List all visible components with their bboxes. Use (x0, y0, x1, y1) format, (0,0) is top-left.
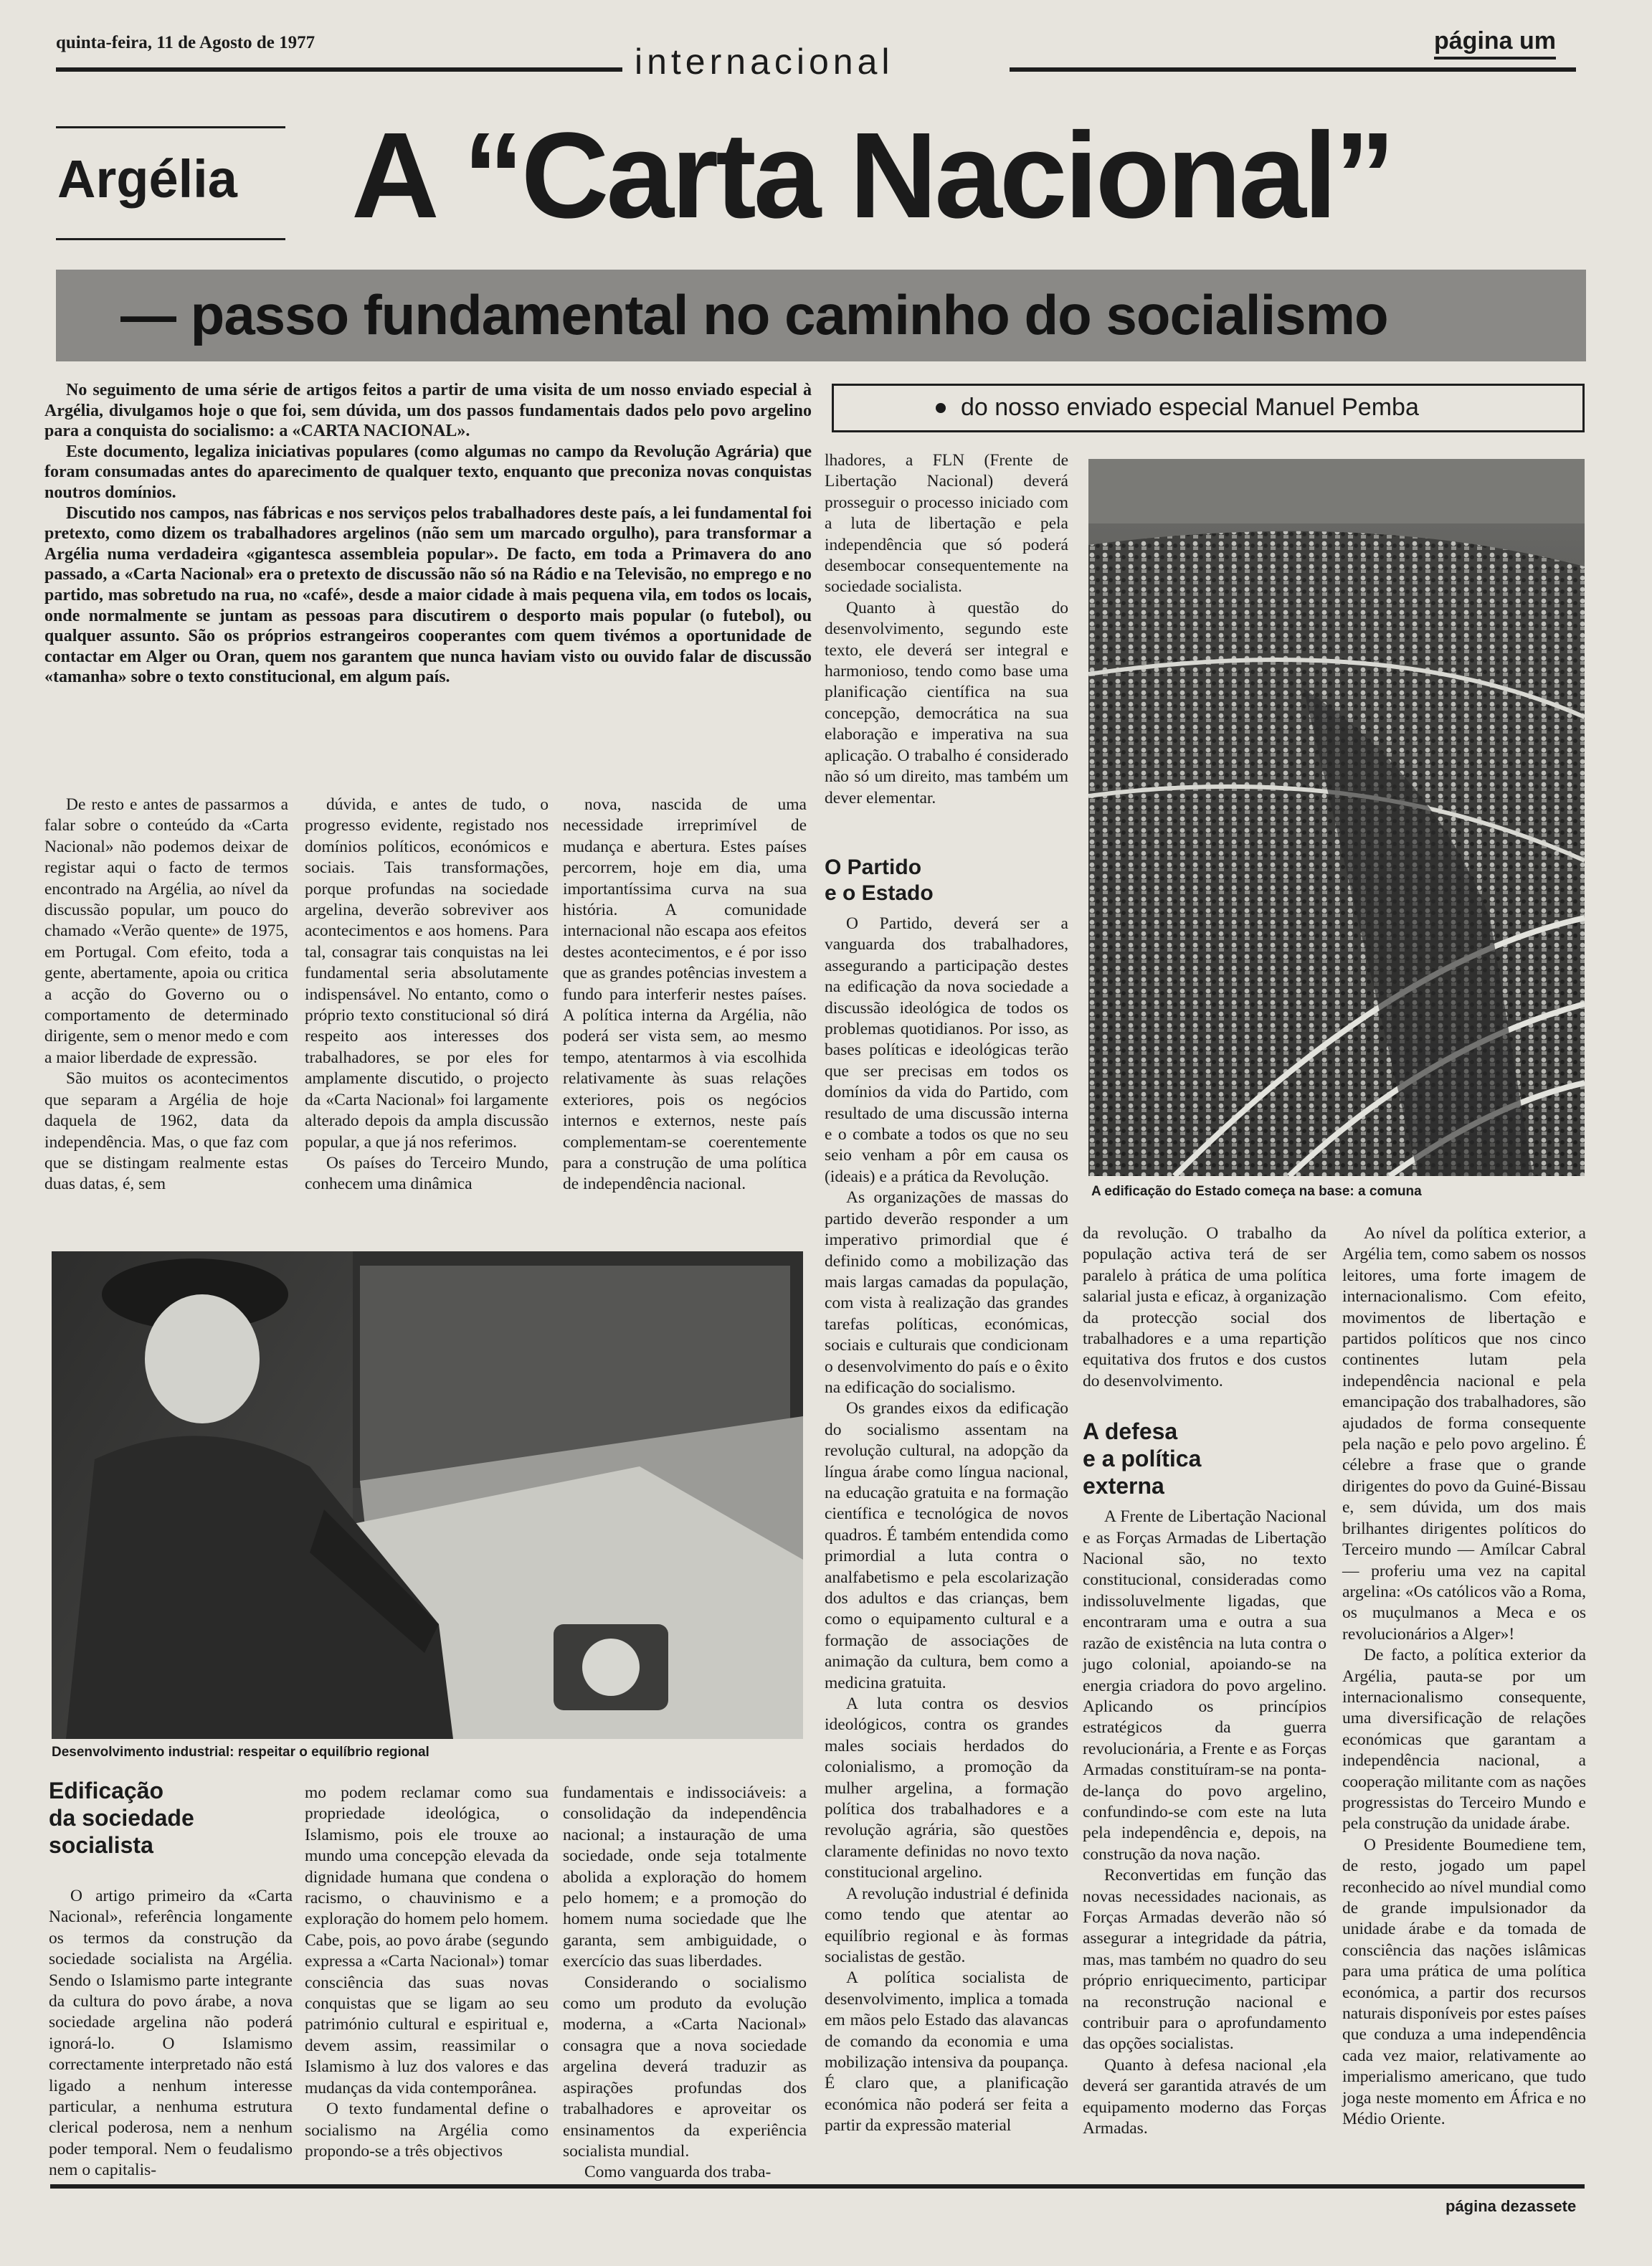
paragraph: da revolução. O trabalho da população activa terá de ser paralelo à prática de uma política salarial justa e eficaz, à organização da protecção social dos trabalhadores e a uma repartição equitativa dos frutos e dos custos do desenvolvimento. (1083, 1224, 1326, 1390)
lead-text (44, 380, 812, 688)
paragraph: A política socialista de desenvolvimento, implica a tomada em mãos pelo Estado das alavancas de comando da economia e uma mobilização intensiva da poupança. É claro que, a planificação económica não poderá ser feita a partir da expressão material (825, 1968, 1068, 2135)
paragraph: mo podem reclamar como sua propriedade ideológica, o Islamismo, pois ele trouxe ao mundo uma concepção elevada da dignidade humana que condena o racismo, o chauvinismo e a exploração do homem pelo homem. Cabe, pois, ao povo árabe (segundo expressa a «Carta Nacional») tomar consciência das suas novas conquistas que se ligam ao seu património cultural e espiritual e, devem assim, reassimilar o Islamismo à luz dos valores e das mudanças da vida contemporânea. (305, 1783, 549, 2097)
paragraph: O Partido, deverá ser a vanguarda dos trabalhadores, assegurando a participação destes na edificação da nova sociedade a discussão ideológica de todos os problemas quotidianos. Por isso, as bases políticas e ideológicas terão que ser precisas em todos os domínios da vida do Partido, com resultado de uma discussão interna e o combate a todos os que no seu seio venham a pôr em causa os (ideais) e a prática da Revolução. (825, 914, 1068, 1186)
headline-title: A “Carta Nacional” (351, 108, 1393, 244)
subhead-defesa (1083, 1418, 1326, 1499)
paragraph: Como vanguarda dos traba- (584, 2163, 772, 2182)
byline-text: do nosso enviado especial Manuel Pemba (961, 394, 1419, 421)
kicker-rule-bottom (56, 238, 285, 240)
subhead-line: O Partido (825, 855, 922, 879)
column-3 (563, 795, 807, 1195)
lead-paragraph: No seguimento de uma série de artigos feitos a partir de uma visita de um nosso enviado especial à Argélia, divulgamos hoje o que foi, sem dúvida, um dos passos fundamentais dados pelo povo argelino para a conquista do socialismo: a «CARTA NACIONAL». (44, 381, 812, 441)
subhead-line: e o Estado (825, 881, 934, 905)
subhead-partido (825, 855, 1068, 906)
paragraph: De resto e antes de passarmos a falar sobre o conteúdo da «Carta Nacional» não podemos deixar de registar aqui o facto de termos encontrado na Argélia, ao nível da discussão popular, um pouco do chamado «Verão quente» de 1975, em Portugal. Com efeito, toda a gente, abertamente, apoia ou critica a acção do Governo ou o comportamento de determinado dirigente, sem o menor medo e com a maior liberdade de expressão. (44, 795, 288, 1067)
header-rule-right (1010, 67, 1576, 72)
column-b2 (305, 1783, 549, 2162)
header-date: quinta-feira, 11 de Agosto de 1977 (56, 33, 315, 52)
column-b3 (563, 1783, 807, 2184)
paragraph: O texto fundamental define o socialismo na Argélia como propondo-se a três objectivos (305, 2100, 549, 2161)
subhead-line: A defesa (1083, 1418, 1178, 1445)
paragraph: O artigo primeiro da «Carta Nacional», referência longamente os termos da construção da sociedade socialista na Argélia. Sendo o Islamismo parte integrante da cultura do povo árabe, a nova sociedade argelina não poderá ignorá-lo. O Islamismo correctamente interpretado não está ligado a nenhum interesse particular, a nenhuma estrutura clerical poderosa, nem a nenhum poder temporal. Nem o feudalismo nem o capitalis- (49, 1887, 293, 2180)
paragraph: As organizações de massas do partido deverão responder a um imperativo primordial que é definido como a mobilização das mais largas camadas da população, com vista à realização das grandes tarefas políticas, económicas, sociais e culturais que condicionam o desenvolvimento do país e o êxito na edificação do socialismo. (825, 1188, 1068, 1397)
column-4b (825, 855, 1068, 2137)
column-5 (1083, 1223, 1326, 2139)
column-b1 (49, 1777, 293, 2181)
subhead-line: e a política (1083, 1446, 1202, 1472)
paragraph: dúvida, e antes de tudo, o progresso evidente, registado nos domínios políticos, económicos e sociais. Tais transformações, porque profundas na sociedade argelina, deverão sobreviver aos acontecimentos e aos homens. Para tal, consagrar tais conquistas na lei fundamental seria absolutamente indispensável. No entanto, como o próprio texto constitucional só dirá respeito aos interesses dos trabalhadores, se por eles for amplamente discutido, o projecto da «Carta Nacional» foi largamente alterado depois da ampla discussão popular, a que já nos referimos. (305, 795, 549, 1152)
paragraph: Quanto à questão do desenvolvimento, segundo este texto, ele deverá ser integral e harmonioso, tendo como base uma planificação científica na sua concepção, democrática na sua elaboração e imperativa na sua aplicação. O trabalho é considerado não só um direito, mas também um dever elementar. (825, 598, 1068, 807)
paragraph: Os grandes eixos da edificação do socialismo assentam na revolução cultural, na adopção da língua árabe como língua nacional, na educação gratuita e na formação científica e tecnológica de novos quadros. É também entendida como primordial a luta contra o analfabetismo e pela escolarização dos adultos e das crianças, bem como o equipamento cultural e a formação de associações de animação da cultura, bem como a medicina gratuita. (825, 1399, 1068, 1692)
footer-rule (50, 2184, 1585, 2189)
photo-assembly (1088, 459, 1585, 1176)
header-rule-left (56, 67, 622, 72)
paragraph: Ao nível da política exterior, a Argélia tem, como sabem os nossos leitores, uma forte imagem de internacionalismo. Com efeito, movimentos de libertação e partidos políticos que nos cinco continentes lutam pela independência nacional e pela emancipação dos trabalhadores, são ajudados de forma consequente pela nação e pelo povo argelino. É célebre a frase que o grande dirigentes do povo da Guiné-Bissau e, sem dúvida, um dos mais brilhantes dirigentes políticos do Terceiro mundo — Amílcar Cabral — proferiu uma vez na capital argelina: «Os católicos vão a Roma, os muçulmanos a Meca e os revolucionários a Alger»! (1342, 1224, 1586, 1644)
caption-industry: Desenvolvimento industrial: respeitar o equilíbrio regional (52, 1745, 429, 1760)
photo-industry (52, 1251, 803, 1739)
header-page-label: página um (1434, 27, 1556, 60)
column-6 (1342, 1223, 1586, 2130)
paragraph: nova, nascida de uma necessidade irreprimível de mudança e abertura. Estes países percorrem, hoje em dia, uma importantíssima curva na sua história. A comunidade internacional não escapa aos efeitos destes acontecimentos, e é por isso que as grandes potências investem a fundo para interferir nestes países. A política interna da Argélia, não poderá ser vista sem, ao mesmo tempo, atentarmos à via escolhida relativamente às suas relações exteriores, pois os negócios internos e externos, neste país complementam-se coerentemente para a construção de uma política de independência nacional. (563, 795, 807, 1194)
subhead-line: externa (1083, 1473, 1164, 1499)
kicker-rule-top (56, 126, 285, 128)
header-section: internacional (635, 42, 894, 82)
paragraph: O Presidente Boumediene tem, de resto, jogado um papel reconhecido ao nível mundial como de grande impulsionador da unidade árabe e da tomada de consciência das nações islâmicas para uma prática de uma política económica, a partir dos recursos naturais disponíveis por estes países que conduza a uma independência cada vez maior, relativamente ao imperialismo americano, que tudo joga neste momento em África e no Médio Oriente. (1342, 1835, 1586, 2129)
column-1 (44, 795, 288, 1195)
assembly-hall-image (1088, 459, 1585, 1176)
column-2 (305, 795, 549, 1195)
byline-bullet (936, 403, 946, 413)
subhead-line: Edificação (49, 1778, 164, 1803)
paragraph: Reconvertidas em função das novas necessidades nacionais, as Forças Armadas deverão não só assegurar a integridade da pátria, mas, mas também no quadro do seu próprio enriquecimento, participar na reconstrução nacional e contribuir para o aprofundamento das opções socialistas. (1083, 1866, 1326, 2054)
paragraph: fundamentais e indissociáveis: a consolidação da independência nacional; a instauração de uma sociedade, onde seja totalmente abolida a exploração do homem pelo homem; e a promoção do homem numa sociedade que lhe garanta, sem ambiguidade, o exercício das suas liberdades. (563, 1783, 807, 1971)
paragraph: Quanto à defesa nacional ,ela deverá ser garantida através de um equipamento moderno das Forças Armadas. (1083, 2055, 1326, 2138)
paragraph: A revolução industrial é definida como tendo que atentar ao equilíbrio regional e às formas socialistas de gestão. (825, 1884, 1068, 1966)
footer-page: página dezassete (1446, 2197, 1577, 2215)
subhead-line: da sociedade (49, 1805, 194, 1831)
column-4a (825, 450, 1068, 809)
industrial-worker-image (52, 1251, 803, 1739)
subhead-edificacao (49, 1777, 293, 1859)
paragraph: lhadores, a FLN (Frente de Libertação Nacional) deverá prosseguir o processo iniciado com a luta de libertação e pela independência que só poderá desembocar consequentemente na sociedade socialista. (825, 451, 1068, 597)
paragraph: São muitos os acontecimentos que separam a Argélia de hoje daquela de 1962, data da independência. Mas, o que faz com que se distingam realmente estas duas datas, é, sem (44, 1069, 288, 1194)
paragraph: A luta contra os desvios ideológicos, contra os grandes males sociais herdados do colonialismo, a promoção da mulher argelina, a formação política dos trabalhadores e a revolução agrária, são questões claramente definidas no novo texto constitucional argelino. (825, 1694, 1068, 1882)
paragraph: De facto, a política exterior da Argélia, pauta-se por um internacionalismo consequente, uma diversificação de relações económicas que garantam a independência nacional, a cooperação militante com as nações progressistas do Terceiro Mundo e pela construção da unidade árabe. (1342, 1646, 1586, 1834)
headline-kicker: Argélia (57, 149, 237, 209)
paragraph: Considerando o socialismo como um produto da evolução moderna, a «Carta Nacional» consagra que a nova sociedade argelina deverá traduzir as aspirações profundas dos trabalhadores e aproveitar os ensinamentos da experiência socialista mundial. (563, 1973, 807, 2161)
subhead-line: socialista (49, 1832, 153, 1858)
lead-paragraph: Discutido nos campos, nas fábricas e nos serviços pelos trabalhadores deste país, a lei fundamental foi pretexto, como dizem os trabalhadores argelinos (não sem um marcado orgulho), para transformar a Argélia numa verdadeira «gigantesca assembleia popular». De facto, em toda a Primavera do ano passado, a «Carta Nacional» era o pretexto de discussão não só na Rádio e na Televisão, no emprego e no partido, mas sobretudo na rua, no «café», desde a maior cidade à mais pequena vila, em todos os locais, onde normalmente se juntam as pessoas para discutirem o desporto mais popular (o futebol), ou qualquer assunto. São os próprios estrangeiros cooperantes com quem tivémos a oportunidade de contactar em Alger ou Oran, quem nos garantem que nunca haviam visto ou ouvido falar de discussão «tamanha» sobre o texto constitucional, em algum país. (44, 503, 812, 687)
headline-subtitle: — passo fundamental no caminho do socialismo (120, 283, 1388, 346)
paragraph: A Frente de Libertação Nacional e as Forças Armadas de Libertação Nacional são, no texto constitucional, consideradas como indissoluvelmente ligadas, que encontraram uma e outra a sua razão de existência na luta contra o jugo colonial, apoiando-se na energia criadora do povo argelino. Aplicando os princípios estratégicos da guerra revolucionária, a Frente e as Forças Armadas constituíram-se na ponta-de-lança do povo argelino, confundindo-se com este na luta pela independência e, depois, na construção da nova nação. (1083, 1507, 1326, 1864)
caption-assembly: A edificação do Estado começa na base: a comuna (1091, 1184, 1422, 1199)
paragraph: Os países do Terceiro Mundo, conhecem uma dinâmica (305, 1153, 549, 1194)
lead-paragraph: Este documento, legaliza iniciativas populares (como algumas no campo da Revolução Agrária) que foram consumadas antes do aparecimento de qualquer texto, enquanto que preconiza novas conquistas noutros domínios. (44, 442, 812, 502)
